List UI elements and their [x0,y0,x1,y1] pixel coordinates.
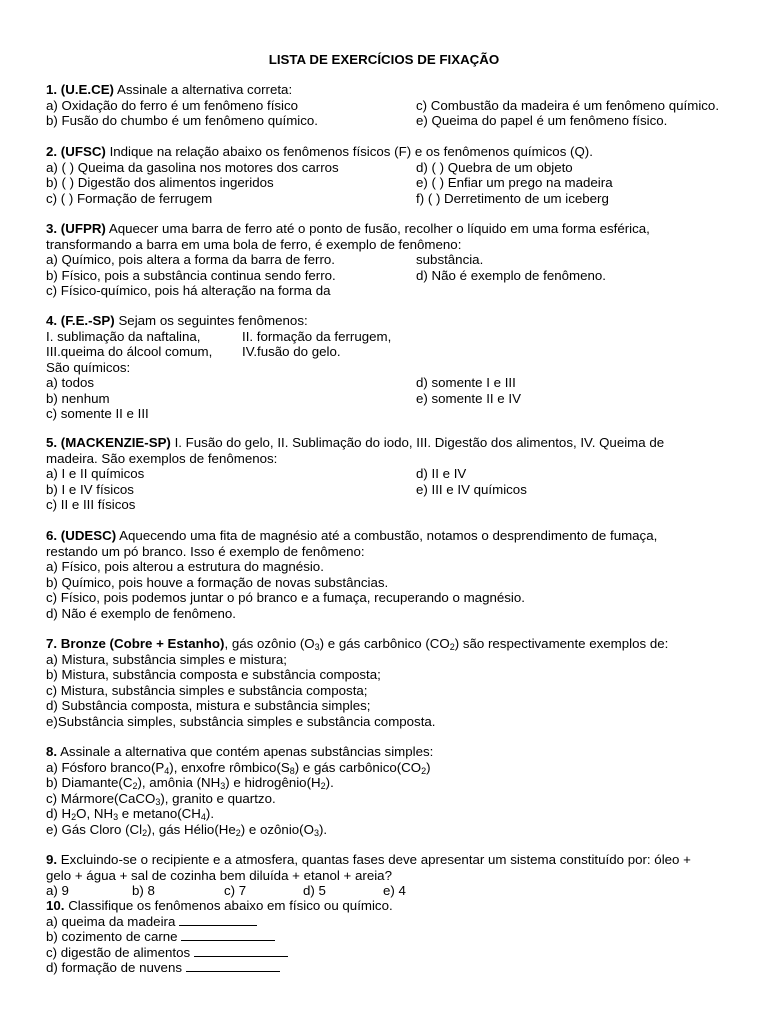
q8-text: Assinale a alternativa que contém apenas substâncias simples: [60,744,434,759]
q9-option-c: c) 7 [224,883,247,898]
q10-text: Classifique os fenômenos abaixo em físico ou químico. [68,898,393,913]
q7-source: Bronze (Cobre + Estanho) [60,636,225,651]
q5-text-1: I. Fusão do gelo, II. Sublimação do iodo, III. Digestão dos alimentos, IV. Queima de [174,435,665,450]
question-3 [46,221,746,299]
q10-answer-blank-c[interactable] [194,945,288,957]
page-title: LISTA DE EXERCÍCIOS DE FIXAÇÃO [268,52,500,67]
q7-option-d: d) Substância composta, mistura e substância simples; [46,698,371,713]
q10-answer-blank-a[interactable] [179,914,257,926]
q9-option-d: d) 5 [303,883,326,898]
q4-item-ii: II. formação da ferrugem, [242,328,392,344]
q6-number: 6. [46,528,58,543]
q4-source: (F.E.-SP) [60,313,115,328]
q3-option-b: b) Físico, pois a substância continua sendo ferro. [46,267,336,283]
question-10 [46,898,746,976]
q9-option-a: a) 9 [46,883,69,898]
q1-option-a: a) Oxidação do ferro é um fenômeno físico [46,97,299,113]
question-7 [46,636,746,729]
q6-text-1: Aquecendo uma fita de magnésio até a combustão, notamos o desprendimento de fumaça, [119,528,658,543]
q4-option-a: a) todos [46,375,95,390]
q8-option-b: b) $Diamante(C_2)$, amônia $(NH_3)$ e $hidrogênio(H_2)$. [46,775,334,791]
q5-option-a: a) I e II químicos [46,466,145,481]
q10-option-b: b) cozimento de carne [46,929,178,944]
q4-number: 4. [46,313,58,328]
q6-option-b: b) Químico, pois houve a formação de novas substâncias. [46,574,389,590]
q5-option-b: b) I e IV físicos [46,481,134,497]
q9-option-e: e) 4 [383,883,406,898]
q5-option-e: e) III e IV químicos [416,481,527,497]
q6-source: (UDESC) [60,528,117,543]
question-8 [46,744,746,837]
q10-option-c: c) digestão de alimentos [46,944,191,960]
q7-option-a: a) Mistura, substância simples e mistura; [46,651,287,667]
q4-text: Sejam os seguintes fenômenos: [118,313,308,328]
q2-option-c: c) ( ) Formação de ferrugem [46,190,213,206]
q9-number: 9. [46,852,58,867]
question-2 [46,144,746,206]
q2-option-f: f) ( ) Derretimento de um iceberg [416,190,609,206]
q7-text-b: ) e gás carbônico (CO [319,636,450,651]
q3-text-1: Aquecer uma barra de ferro até o ponto de fusão, recolher o líquido em uma forma esférica, [108,221,650,236]
q3-source: (UFPR) [60,221,106,236]
q7-sub-1: 3 [314,642,320,652]
q6-option-d: d) Não é exemplo de fenômeno. [46,605,236,621]
q3-number: 3. [46,221,58,236]
question-4 [46,313,746,422]
q3-text-2: transformando a barra em uma bola de ferro, é exemplo de fenômeno: [46,236,462,252]
q6-option-a: a) Físico, pois alterou a estrutura do magnésio. [46,559,324,574]
q2-option-b: b) ( ) Digestão dos alimentos ingeridos [46,175,274,190]
q4-option-c: c) somente II e III [46,406,149,421]
q8-number: 8. [46,744,58,759]
question-6 [46,528,746,621]
q10-number: 10. [46,898,65,913]
q2-option-e: e) ( ) Enfiar um prego na madeira [416,175,613,190]
q7-text-c: ) são respectivamente exemplos de: [454,636,669,651]
q8-option-c: c) Mármore(CaCO$_3$), granito e quartzo. [46,790,276,807]
q4-item-iv: IV.fusão do gelo. [242,344,341,359]
q1-option-e: e) Queima do papel é um fenômeno físico. [416,113,668,128]
q7-option-c: c) Mistura, substância simples e substância composta; [46,682,368,698]
q4-option-d: d) somente I e III [416,375,516,390]
q1-number: 1. [46,82,58,97]
q5-option-c: c) II e III físicos [46,497,136,512]
q2-option-a: a) ( ) Queima da gasolina nos motores dos carros [46,159,339,175]
q1-text: Assinale a alternativa correta: [116,82,293,97]
q2-source: (UFSC) [60,144,106,159]
q4-prompt: São químicos: [46,359,131,375]
q10-answer-blank-d[interactable] [186,960,280,972]
q7-option-b: b) Mistura, substância composta e substância composta; [46,667,381,682]
q7-sub-2: 2 [449,642,455,652]
question-9 [46,852,746,899]
q1-source: (U.E.CE) [60,82,114,97]
q1-option-c: c) Combustão da madeira é um fenômeno químico. [416,97,720,113]
q4-option-e: e) somente II e IV [416,390,521,406]
q5-number: 5. [46,435,58,450]
q3-option-a: a) Químico, pois altera a forma da barra de ferro. [46,252,335,267]
q10-option-a: a) queima da madeira [46,913,176,929]
q8-option-d: d) $H_2O$, $NH_3$ e $metano(CH_4)$. [46,806,215,822]
question-5 [46,435,746,513]
q2-option-d: d) ( ) Quebra de um objeto [416,159,573,175]
q2-text: Indique na relação abaixo os fenômenos físicos (F) e os fenômenos químicos (Q). [109,144,593,159]
q10-option-d: d) formação de nuvens [46,960,183,975]
q4-item-i: I. sublimação da naftalina, [46,328,201,344]
q8-option-a: a) Fósforo $branco(P_4)$, enxofre $rômbico(S_8)$ e gás $carbônico(CO_2)$ [46,759,431,776]
q5-option-d: d) II e IV [416,466,467,481]
q3-option-a-continued: substância. [416,252,484,267]
q4-item-iii: III.queima do álcool comum, [46,344,213,359]
q6-text-2: restando um pó branco. Isso é exemplo de fenômeno: [46,543,365,559]
q4-option-b: b) nenhum [46,390,110,406]
q7-option-e: e)Substância simples, substância simples e substância composta. [46,713,436,729]
q6-option-c: c) Físico, pois podemos juntar o pó branco e a fumaça, recuperando o magnésio. [46,590,525,605]
q10-answer-blank-b[interactable] [181,929,275,941]
q5-text-2: madeira. São exemplos de fenômenos: [46,450,278,466]
q3-option-d: d) Não é exemplo de fenômeno. [416,267,606,283]
q2-number: 2. [46,144,58,159]
q8-option-e: e) Gás Cloro $(Cl_2)$, gás $Hélio(He_2)$ e $ozônio(O_3)$. [46,821,328,838]
question-1 [46,82,746,129]
q7-text-a: , gás ozônio (O [224,636,315,651]
q9-text-2: gelo + água + sal de cozinha bem diluída + etanol + areia? [46,867,392,883]
q9-option-b: b) 8 [132,883,155,898]
q3-option-c: c) Físico-químico, pois há alteração na forma da [46,283,331,298]
q9-text-1: Excluindo-se o recipiente e a atmosfera, quantas fases deve apresentar um sistema constituído por: óleo + [60,852,691,867]
q1-option-b: b) Fusão do chumbo é um fenômeno químico. [46,113,318,128]
q7-number: 7. [46,636,58,651]
q5-source: (MACKENZIE-SP) [60,435,171,450]
